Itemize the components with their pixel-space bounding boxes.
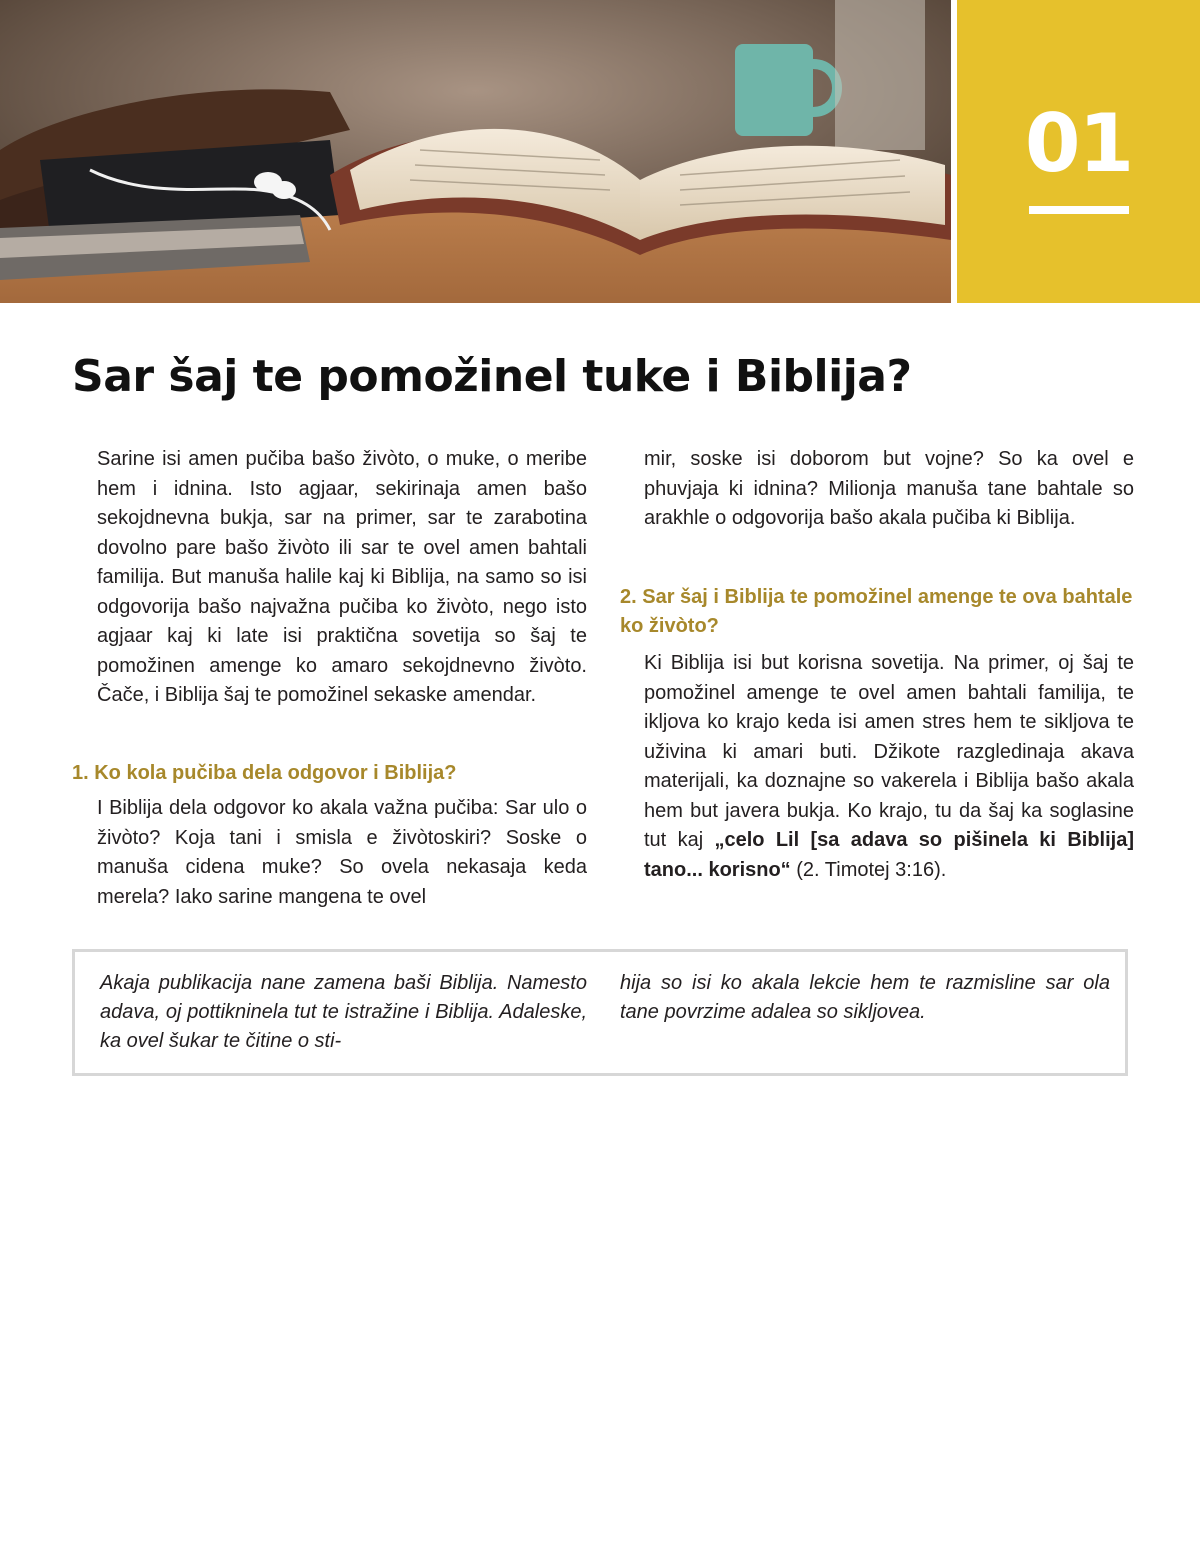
open-bible-illustration [0, 0, 951, 303]
intro-paragraph: Sarine isi amen pučiba bašo živòto, o muke, o meribe hem i idnina. Isto agjaar, sekirinaja amen bašo sekojdnevna bukja, sar na primer, sar te zarabotina dovolno pare bašo živòto ili sar te ovel amen bahtali familija. But manuša halile kaj ki Biblija, na samo so isi odgovorija bašo najvažna pučiba ko živòto, nego isto agjaar kaj ki late isi praktična sovetija so šaj te pomožinen amenge ko amaro sekojdnevno živòto. Čače, i Biblija šaj te pomožinel sekaske amendar. [97, 448, 587, 706]
question-2-paragraph [644, 649, 1134, 885]
note-right-text: hija so isi ko akala lekcie hem te razmisline sar ola tane povrzime adalea so sikljovea. [620, 972, 1110, 1023]
lesson-number-badge [957, 0, 1200, 303]
hero-image [0, 0, 951, 303]
intro-left-column [97, 445, 587, 711]
scripture-quote: „celo Lil [sa adava so pišinela ki Biblija] tano... korisno“ [644, 829, 1134, 881]
intro-continuation: mir, soske isi doborom but vojne? So ka ovel e phuvjaja ki idnina? Milionja manuša tane bahtale so arakhle o odgovorija bašo akala pučiba ki Biblija. [644, 448, 1134, 529]
scripture-reference[interactable]: (2. Timotej 3:16). [790, 858, 947, 881]
question-2-text: Ki Biblija isi but korisna sovetija. Na primer, oj šaj te pomožinel amenge te ovel amen bahtali familija, te ikljova ko krajo keda isi amen stres hem te sikljova te uživina ki amari buti. Džikote razgledinaja akava materijali, ka doznajne so vakerela i Biblija bašo akala hem but javera bukja. Ko krajo, tu da šaj ka soglasine tut kaj [644, 652, 1134, 851]
question-1-answer [97, 794, 587, 912]
question-2-heading: 2. Sar šaj i Biblija te pomožinel amenge te ova bahtale ko živòto? [620, 586, 1133, 637]
intro-right-column [644, 445, 1134, 534]
question-2-answer [644, 649, 1134, 885]
note-box [72, 949, 1128, 1076]
note-left-text: Akaja publikacija nane zamena baši Biblija. Namesto adava, oj pottikninela tut te istražine i Biblija. Adaleske, ka ovel šukar te čitine o sti- [100, 972, 587, 1052]
lesson-number: 01 [1024, 97, 1133, 190]
lesson-number-underline [1029, 206, 1129, 214]
question-1-heading: 1. Ko kola pučiba dela odgovor i Biblija? [72, 762, 457, 784]
page-title: Sar šaj te pomožinel tuke i Biblija? [72, 351, 912, 402]
question-1-paragraph: I Biblija dela odgovor ko akala važna pučiba: Sar ulo o živòto? Koja tani i smisla e živòtoskiri? Soske o manuša cidena muke? So ovela nekasaja keda merela? Iako sarine mangena te ovel [97, 797, 587, 908]
